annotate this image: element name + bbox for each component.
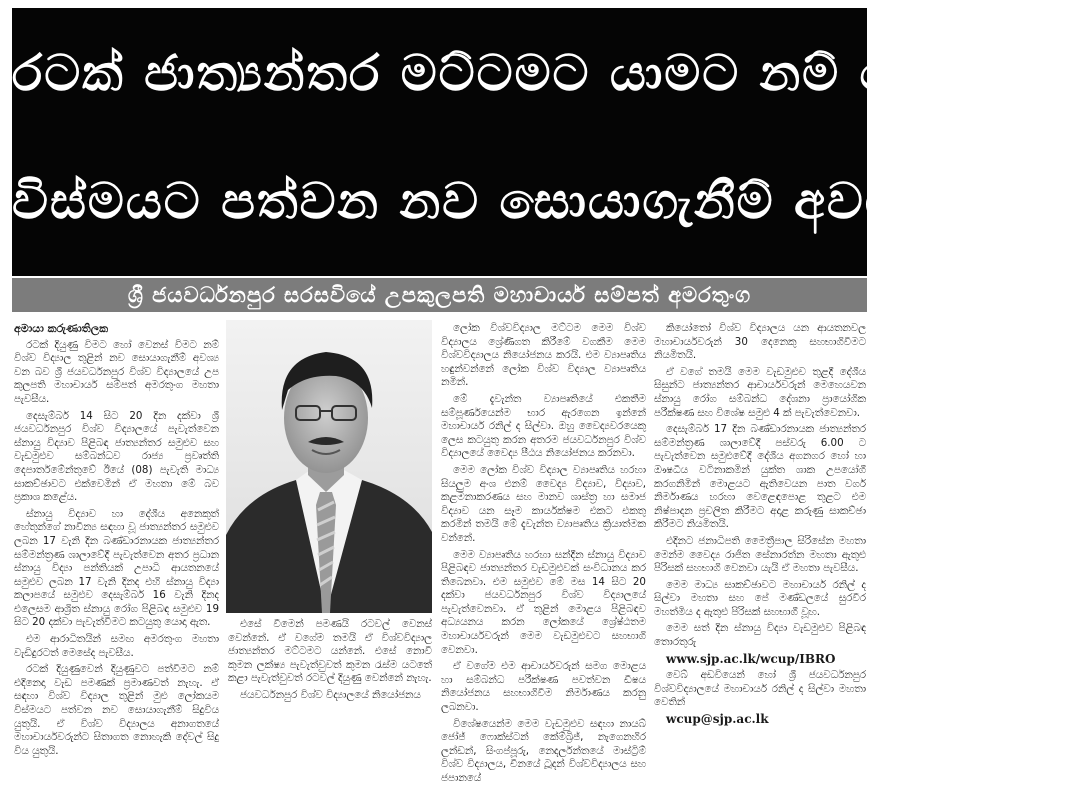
article-column-4 (654, 322, 866, 728)
subheadline: ශ්‍රී ජයවර්ධනපුර සරසවියේ උපකුලපති මහාචාර්ය සම්පත් අමරතුංග (12, 278, 867, 312)
paragraph: ස්නායු විද්‍යාව හා දේශීය අනෙකුත් හේතුන්ගේ නාවීන්‍ය සඳහා වූ ජාත්‍යන්තර සමුළුව ලබන 17 වැනි දින බණ්ඩාරනායක ජාත්‍යන්තර සම්මන්ත්‍රණ ශාලාවේදී පැවැත්වෙන අතර ප්‍රධාන ස්නායු විද්‍යා පන්තියක් උපාධි ආයතනයේ සමුළුව ලබන 17 වැනි දිනද එහි ස්නායු විද්‍යා කලාපයේ සමුළුව දෙසැම්බර් 16 වැනි දිනද එලෙසම ආශ්‍රිත ස්නායු රෝග පිළිබඳ සමුළුව 19 සිට 20 දක්වා පැවැත්වීමට කටයුතු යොදා ඇත. (14, 507, 219, 629)
paragraph: එසේ වීමෙන් පමණයි රටවල් වෙනස් වෙන්නේ. ඒ වගේම තමයි ඒ විශ්වවිද්‍යාල ජාත්‍යන්තර මට්ටමට යන්නේ. එසේ නොවී කුමන ලක්ෂ්‍ය පැවැත්වුවත් කුමන රැස්ම යටතේ කළා පැවැත්වුවත් රටවල් දියුණු වෙන්නේ නැහැ. (228, 618, 432, 685)
portrait-photo (226, 320, 432, 613)
paragraph: එදිනට ජනාධිපති මෛත්‍රීපාල සිරිසේන මහතා මෙන්ම වෛද්‍ය රාජිත සේනාරත්න මහතා ඇතුළු පිරිසක් සහභාගි වෙනවා යැයි ඒ මහතා පැවසීය. (654, 534, 866, 575)
paragraph: ලෝක විශ්වවිද්‍යාල මට්ටම මෙම විශ්ව විද්‍යාලය ශ්‍රේණිගත කිරීමේ වගකීම මෙම විශ්වවිද්‍යාලය නියෝජනය කරයි. එම ව්‍යාපෘතිය හඳුන්වන්නේ ලෝක විශ්ව විද්‍යාල ව්‍යාපෘතිය නමින්. (441, 322, 646, 389)
paragraph: මෙම ව්‍යාපෘතිය හරහා සන්දීන ස්නායු විද්‍යාව පිළිබඳව ජාත්‍යන්තර වැඩමුළුවක් සංවිධානය කර තිබෙනවා. එම සමුළුව මේ මස 14 සිට 20 දක්වා ජයවර්ධනපුර විශ්ව විද්‍යාලයේ පැවැත්වෙනවා. ඒ තුළින් මොළය පිළිබඳව අධ්‍යයනය කරන ලෝකයේ ශ්‍රේෂ්ඨතම මහාචාර්යවරුන් මෙම වැඩමුළුවට සහභාගි වෙනවා. (441, 548, 646, 656)
paragraph: මෙම ලෝක විශ්ව විද්‍යාල ව්‍යාපෘතිය හරහා සියලුම අංශ එනම් වෛද්‍ය විද්‍යාව, විද්‍යාව, කළමනාකරණය සහ මානව ශාස්ත්‍ර හා සමාජ විද්‍යාව යන සෑම කාර්යක්ෂම එකට එකතු කරමින් තමයි මේ දැවැන්ත ව්‍යාපෘතිය ක්‍රියාත්මක වන්නේ. (441, 463, 646, 544)
paragraph: කියෝතෝ විශ්ව විද්‍යාලය යන ආයතනවල මහාචාර්යවරුන් 30 දෙනෙකු සහභාගිවීමට නියමිතයි. (654, 322, 866, 362)
headline-line-1: රටක් ජාත්‍යන්තර මට්ටමට යාමට නම් ලෝකයම (12, 44, 1069, 102)
email-address[interactable]: wcup@sjp.ac.lk (666, 712, 769, 727)
paragraph: ජයවර්ධනපුර විශ්ව විද්‍යාලයේ නියෝජනය (240, 688, 421, 701)
article-column-1 (14, 322, 219, 757)
paragraph: රටක් දියුණු විමට හෝ වෙනස් විමට නම් විශ්ව විද්‍යාල තුළින් නව සොයාගැනීම් අවශ්‍ය වන බව ශ්‍රී ජයවර්ධනපුර විශ්ව විද්‍යාලයේ උප කුලපති මහාචාර්ය සම්පත් අමරතුංග මහතා පැවසීය. (14, 338, 219, 405)
paragraph: එම ආරාධිතයින් සමඟ අමරතුංග මහතා වැඩිදුරටත් මෙසේද පැවසීය. (14, 633, 219, 659)
paragraph: විශේෂයෙන්ම මෙම වැඩමුළුව සඳහා නායබ් ජෝජ් ෆොක්ස්ටන් කේම්බ්‍රිජ්, නැගෙනහිර ලන්ඩන්, සිංගප්පූරු, නෙදර්ලන්තයේ මාස්ට්‍රිම් විශ්ව විද්‍යාලය, චීනයේ ටූදන් විශ්වවිද්‍යාලය සහ ජපානයේ (441, 717, 646, 784)
headline-banner (12, 8, 1069, 276)
article-column-2-continuation (228, 618, 432, 728)
paragraph: මෙම මාධ්‍ය සාකච්ඡාවට මහාචාර්ය රනිල් ද සිල්වා මහතා සහ පේ මණ්ඩලයේ සුරවීර මහත්මිය ද ඇතුළු පිරිසක් සහභාගී වූහ. (654, 578, 866, 618)
headline-line-2: විස්මයට පත්වන නව සොයාගැනීම් අවශ්‍යයි (12, 172, 966, 230)
paragraph: වෙබ් අඩවියෙන් හෝ ශ්‍රී ජයවර්ධනපුර විශ්වවිද්‍යාලයේ මහාචාර්ය රනිල් ද සිල්වා මහතා වෙතින් (654, 669, 866, 709)
paragraph: ඒ වගේ තමයි මෙම වැඩමුළුව තුළදී දේශීය සිසුන්ට ජාත්‍යන්තර ආචාර්යවරුන් මෙහෙයවන ස්නායු රෝග සම්බන්ධ දේශනා ප්‍රායෝගික පරීක්ෂණ සහ විශේෂ සමුළු 4 ක් පැවැත්වෙනවා. (654, 365, 866, 419)
paragraph: මේ දැවැන්ත ව්‍යාපෘතියේ එකතීම සම්පූර්ණයෙන්ම භාර ඇරගෙන ඉන්නේ මහාචාර්ය රනිල් ද සිල්වා. ඔහු වෛද්‍යවරයෙකු ලෙස කටයුතු කරන අතරම ජයවර්ධනපුර විශ්ව විද්‍යාලයේ වෛද්‍ය පීඨය නියෝජනය කරනවා. (441, 392, 646, 460)
byline: අමායා කරුණාතිලක (14, 322, 109, 335)
paragraph: රටක් දියුණුවෙන් දියුණුවට පත්වීමට නම් එදිනෙදා වැඩ පමණක් ප්‍රමාණවත් නැහැ. ඒ සඳහා විශ්ව විද්‍යාල තුළින් මුළු ලෝකයම විස්මයට පත්වන නව සොයාගැනීම් සිදුවිය යුතුයි. ඒ විශ්ව විද්‍යාලය අනාගතයේ මහාචාර්යවරුන්ට සිතාගත නොහැකි දේවල් සිදු විය යුතුයි. (14, 663, 219, 757)
paragraph: ඒ වගේම එම ආචාර්යවරුන් සමග මොළය හා සම්බන්ධ පරීක්ෂණ පවත්වන ඩීෂය නියෝජනය සහභාගිවීම නිර්මාණය කරනු ලබනවා. (441, 660, 646, 714)
paragraph: දෙසැම්බර් 17 දින බණ්ඩාරනායක ජාත්‍යන්තර සම්මන්ත්‍රණ ශාලාවේදී පස්වරු 6.00 ට පැවැත්වෙන සමුළුවේදී දේශීය අගනගර හෝ හා ඖෂධීය වටිනාකමින් යුක්ත ශාක උපයෝගී කරගනිමින් මොළයට ඇතිවෙයන පාත වර්ග නිර්මාණය හරහා වෙළෙඳපොළ තුළට එම නිෂ්පාදන ප්‍රචලිත කිරීමට අදාළ කරුණු සාකච්ඡා කිරීමට නියමිතයි. (654, 423, 866, 531)
article-column-3 (441, 322, 646, 784)
paragraph: මෙම සත් දින ස්නායු විද්‍යා වැඩමුළුව පිළිබඳ තොරතුරු (654, 622, 866, 649)
paragraph: දෙසැම්බර් 14 සිට 20 දින දක්වා ශ්‍රී ජයවර්ධනපුර විශ්ව විද්‍යාලයේ පැවැත්වෙන ස්නායු විද්‍යාව පිළිබඳ ජාත්‍යන්තර සමුළුව සහ වැඩමුළුව සම්බන්ධව රාජ්‍ය ප්‍රවෘත්ති දෙපාර්තමේන්තුවේ ඊයේ (08) පැවැති මාධ්‍ය සාකච්ඡාවට එක්වෙමින් ඒ මහතා මේ බව ප්‍රකාශ කළේය. (14, 409, 219, 504)
website-url[interactable]: www.sjp.ac.lk/wcup/IBRO (666, 651, 836, 666)
